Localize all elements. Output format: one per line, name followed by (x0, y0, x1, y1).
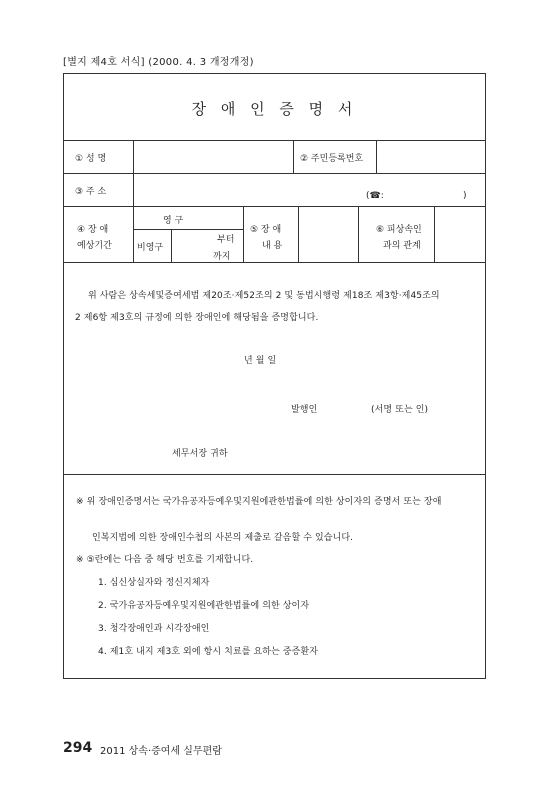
book-title: 2011 상속·증여세 실무편람 (100, 746, 222, 757)
phone-icon: ☎ (369, 191, 381, 201)
note-2: ※ ⑤란에는 다음 중 해당 번호를 기재합니다. (76, 555, 254, 565)
document-title: 장 애 인 증 명 서 (191, 100, 358, 118)
grid-line (293, 140, 294, 173)
signature-label: (서명 또는 인) (371, 405, 429, 415)
grid-line (63, 262, 486, 263)
issuer-label: 발행인 (291, 405, 318, 415)
name-label: ① 성 명 (75, 154, 107, 164)
permanent-label: 영 구 (163, 216, 184, 226)
relation-label: ⑥ 피상속인 (376, 225, 422, 235)
certification-text-line2: 2 제6항 제3호의 규정에 의한 장애인에 해당됨을 증명합니다. (75, 313, 319, 323)
disability-content-label: ⑤ 장 애 (250, 225, 282, 235)
non-permanent-label: 비영구 (137, 243, 164, 253)
grid-line (376, 140, 377, 173)
note-1: ※ 위 장애인증명서는 국가유공자등예우및지원에관한법률에 의한 상이자의 증명서 또는 장애 (76, 497, 442, 507)
resident-number-label: ② 주민등록번호 (300, 154, 364, 164)
phone-colon: : (380, 191, 384, 201)
note-list-item: 1. 심신상실자와 정신지체자 (98, 578, 210, 588)
grid-line (133, 229, 243, 230)
certification-text-line1: 위 사람은 상속세및증여세법 제20조·제52조의 2 및 동법시행령 제18조 제3항·제45조의 (88, 291, 440, 301)
relation-label-2: 과의 관계 (383, 241, 421, 251)
phone-open: ( (366, 191, 370, 201)
date-line: 년 월 일 (244, 356, 277, 366)
form-label: [별지 제4호 서식] (2000. 4. 3 개정개정) (63, 57, 254, 68)
grid-line (434, 206, 435, 262)
address-label: ③ 주 소 (75, 187, 107, 197)
phone-close: ) (463, 191, 467, 201)
grid-line (63, 173, 486, 174)
grid-line (63, 206, 486, 207)
note-1-continued: 인복지법에 의한 장애인수첩의 사본의 제출로 갈음할 수 있습니다. (92, 533, 354, 543)
grid-line (298, 206, 299, 262)
grid-line (63, 474, 486, 475)
grid-line (63, 140, 486, 141)
phone-field (366, 191, 384, 201)
addressee: 세무서장 귀하 (172, 449, 228, 459)
page-number: 294 (63, 740, 93, 756)
grid-line (133, 140, 134, 262)
note-list-item: 2. 국가유공자등예우및지원에관한법률에 의한 상이자 (98, 601, 310, 611)
note-list-item: 3. 청각장애인과 시각장애인 (98, 624, 210, 634)
grid-line (358, 206, 359, 262)
certificate-form (63, 73, 486, 679)
from-label: 부터 (217, 235, 235, 245)
disability-period-label: ④ 장 애 (77, 225, 109, 235)
disability-period-label-2: 예상기간 (77, 241, 112, 251)
to-label: 까지 (213, 252, 231, 262)
grid-line (243, 206, 244, 262)
note-list-item: 4. 제1호 내지 제3호 외에 항시 치료를 요하는 중증환자 (98, 647, 319, 657)
grid-line (171, 229, 172, 262)
disability-content-label-2: 내 용 (262, 241, 283, 251)
